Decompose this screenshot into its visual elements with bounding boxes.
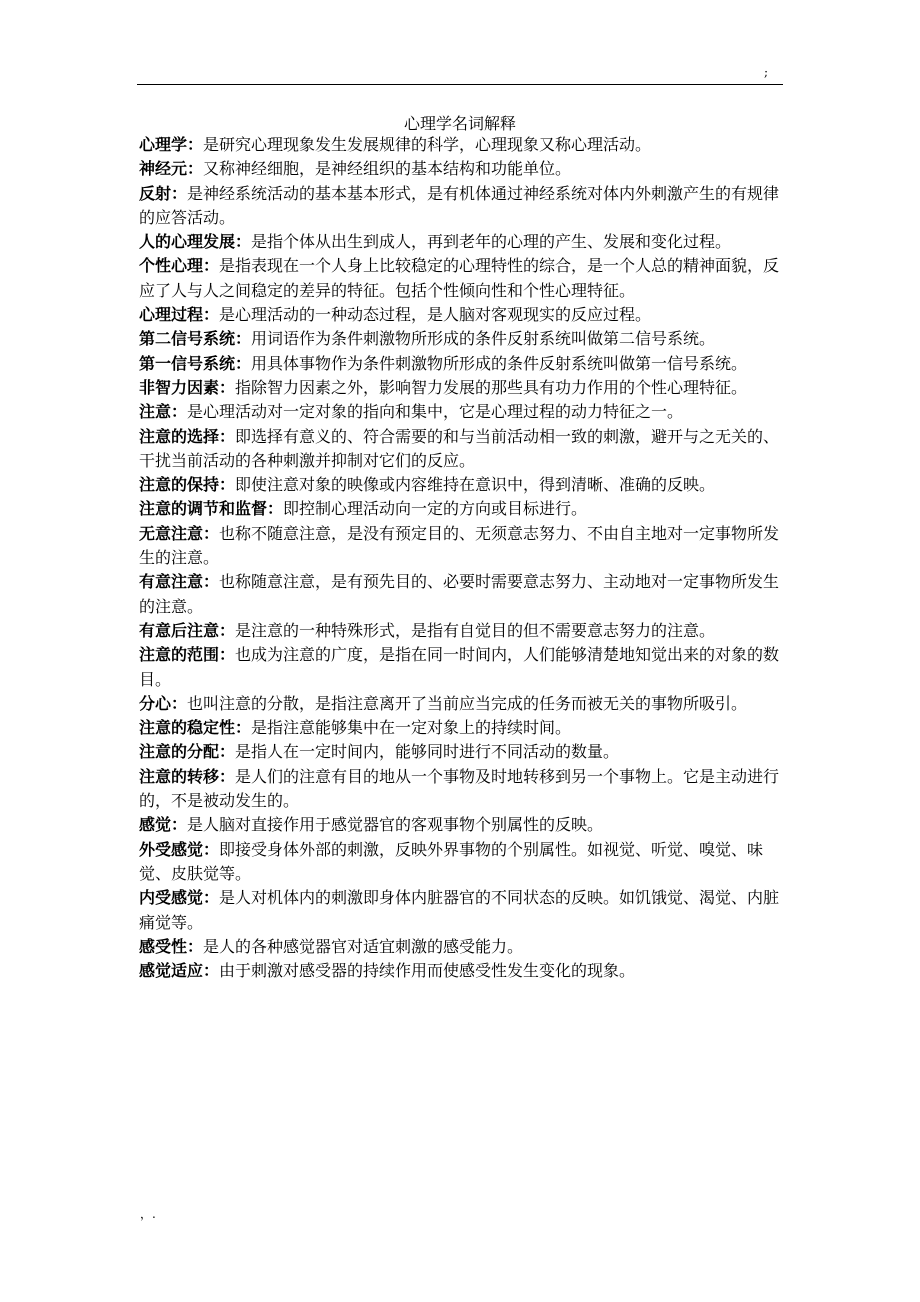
footer-mark: ，. — [140, 1207, 156, 1221]
entry-definition: 即选择有意义的、符合需要的和与当前活动相一致的刺激，避开与之无关的、干扰当前活动的各种刺激并抑制对它们的反应。 — [139, 426, 780, 470]
entry-term: 感觉适应： — [139, 961, 220, 981]
entry-term: 有意注意： — [139, 572, 220, 592]
entry-definition: 是研究心理现象发生发展规律的科学，心理现象又称心理活动。 — [203, 135, 652, 154]
glossary-entry — [139, 157, 785, 181]
entry-term: 注意： — [139, 402, 188, 422]
entry-definition: 是注意的一种特殊形式，是指有自觉目的但不需要意志努力的注意。 — [235, 620, 716, 640]
header-mark: ; — [764, 65, 769, 79]
entry-definition: 是人们的注意有目的地从一个事物及时地转移到另一个事物上。它是主动进行的，不是被动发生的。 — [139, 766, 780, 811]
glossary-entry — [139, 716, 785, 740]
entry-definition: 用具体事物作为条件刺激物所形成的条件反射系统叫做第一信号系统。 — [251, 353, 748, 373]
entry-term: 内受感觉： — [139, 888, 220, 908]
entry-term: 外受感觉： — [139, 839, 220, 859]
glossary-entry — [139, 838, 785, 887]
entry-term: 注意的分配： — [139, 742, 236, 762]
entry-definition: 是心理活动的一种动态过程，是人脑对客观现实的反应过程。 — [219, 305, 652, 325]
glossary-entry — [139, 570, 785, 619]
glossary-entry — [139, 522, 785, 571]
entry-definition: 也成为注意的广度，是指在同一时间内，人们能够清楚地知觉出来的对象的数目。 — [139, 645, 780, 689]
glossary-entry — [139, 497, 785, 521]
glossary-entry — [139, 133, 785, 157]
glossary-entry — [139, 813, 785, 837]
entry-definition: 用词语作为条件刺激物所形成的条件反射系统叫做第二信号系统。 — [251, 329, 716, 349]
entry-term: 注意的转移： — [139, 766, 236, 786]
glossary-entry — [139, 765, 785, 814]
entry-definition: 即使注意对象的映像或内容维持在意识中，得到清晰、准确的反映。 — [235, 475, 716, 495]
glossary-entry — [139, 692, 785, 716]
entry-term: 非智力因素： — [139, 377, 236, 397]
entry-definition: 是人脑对直接作用于感觉器官的客观事物个别属性的反映。 — [187, 815, 604, 835]
entry-term: 有意后注意： — [139, 620, 236, 640]
glossary-entry — [139, 886, 785, 935]
glossary-entry — [139, 376, 785, 400]
entry-definition: 即控制心理活动向一定的方向或目标进行。 — [283, 499, 588, 519]
entry-definition: 是人的各种感觉器官对适宜刺激的感受能力。 — [203, 936, 524, 956]
entry-term: 注意的调节和监督： — [139, 499, 284, 519]
glossary-entry — [139, 959, 785, 983]
entry-definition: 也称随意注意，是有预先目的、必要时需要意志努力、主动地对一定事物所发生的注意。 — [139, 572, 780, 616]
glossary-entry — [139, 254, 785, 303]
entry-definition: 是人对机体内的刺激即身体内脏器官的不同状态的反映。如饥饿觉、渴觉、内脏痛觉等。 — [139, 888, 780, 932]
entry-term: 分心： — [139, 693, 188, 713]
entry-definition: 也叫注意的分散，是指注意离开了当前应当完成的任务而被无关的事物所吸引。 — [187, 693, 748, 713]
entry-definition: 指除智力因素之外，影响智力发展的那些具有功力作用的个性心理特征。 — [235, 377, 748, 397]
entry-term: 注意的稳定性： — [139, 718, 252, 738]
entry-definition: 也称不随意注意，是没有预定目的、无须意志努力、不由自主地对一定事物所发生的注意。 — [139, 523, 780, 568]
entry-definition: 是指表现在一个人身上比较稳定的心理特性的综合，是一个人总的精神面貌，反应了人与人之间稳定的差异的特征。包括个性倾向性和个性心理特征。 — [139, 256, 780, 300]
entry-definition: 即接受身体外部的刺激，反映外界事物的个别属性。如视觉、听觉、嗅觉、味觉、皮肤觉等。 — [139, 839, 764, 883]
glossary-entry — [139, 352, 785, 376]
glossary-entry — [139, 230, 785, 254]
glossary-list — [139, 133, 785, 983]
glossary-entry — [139, 303, 785, 327]
glossary-entry — [139, 740, 785, 764]
entry-term: 无意注意： — [139, 523, 220, 543]
entry-term: 感觉： — [139, 815, 188, 835]
entry-term: 第二信号系统： — [139, 329, 252, 349]
entry-term: 注意的保持： — [139, 475, 236, 495]
glossary-entry — [139, 400, 785, 424]
glossary-entry — [139, 182, 785, 231]
page-title: 心理学名词解释 — [403, 114, 516, 133]
entry-term: 神经元： — [139, 159, 204, 179]
glossary-entry — [139, 643, 785, 692]
entry-definition: 又称神经细胞，是神经组织的基本结构和功能单位。 — [203, 159, 572, 179]
entry-definition: 是指注意能够集中在一定对象上的持续时间。 — [251, 718, 572, 738]
entry-term: 注意的选择： — [139, 426, 236, 446]
entry-term: 心理学： — [139, 135, 204, 154]
glossary-entry — [139, 935, 785, 959]
entry-term: 注意的范围： — [139, 645, 236, 665]
entry-definition: 是指个体从出生到成人，再到老年的心理的产生、发展和变化过程。 — [251, 232, 732, 252]
entry-definition: 是指人在一定时间内，能够同时进行不同活动的数量。 — [235, 742, 620, 762]
glossary-entry — [139, 619, 785, 643]
entry-term: 感受性： — [139, 936, 204, 956]
glossary-entry — [139, 425, 785, 474]
entry-term: 心理过程： — [139, 305, 220, 325]
entry-term: 个性心理： — [139, 256, 220, 276]
entry-definition: 由于刺激对感受器的持续作用而使感受性发生变化的现象。 — [219, 961, 636, 981]
entry-definition: 是神经系统活动的基本基本形式，是有机体通过神经系统对体内外刺激产生的有规律的应答活动。 — [139, 183, 780, 227]
entry-definition: 是心理活动对一定对象的指向和集中，它是心理过程的动力特征之一。 — [187, 402, 684, 422]
glossary-entry — [139, 327, 785, 351]
glossary-entry — [139, 473, 785, 497]
header-rule — [137, 84, 783, 85]
entry-term: 第一信号系统： — [139, 353, 252, 373]
entry-term: 人的心理发展： — [139, 232, 252, 252]
entry-term: 反射： — [139, 183, 188, 203]
